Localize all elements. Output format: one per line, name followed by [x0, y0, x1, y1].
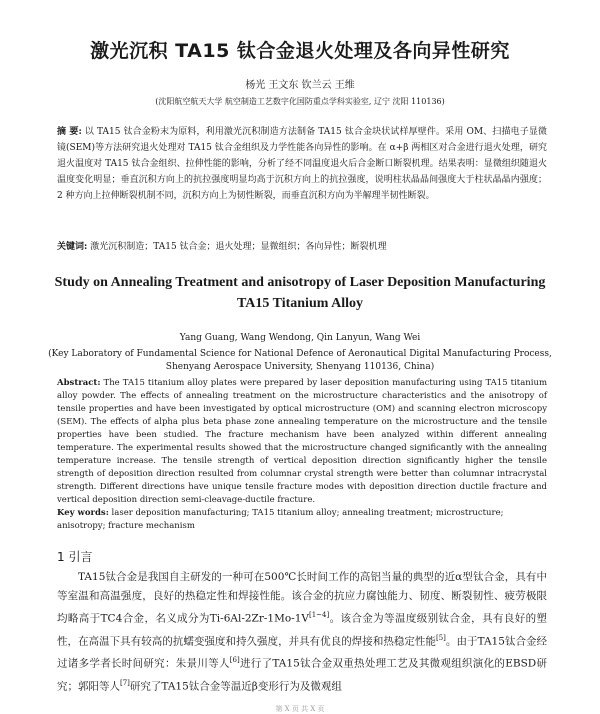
chinese-abstract — [57, 124, 547, 204]
english-abstract-text: The TA15 titanium alloy plates were prepared by laser deposition manufacturing using TA15 titanium alloy powder. The effects of annealing treatment on the microstructure characteristics and the anisotropy of tensile properties and have been investigated by optical microstructure (OM) and scanning electron microscopy (SEM). The effects of alpha plus beta phase zone annealing temperature on the microstructure and the tensile properties have been studied. The fracture mechanism have been analyzed within different annealing temperature. The experimental results showed that the microstructure changed significantly with the annealing temperature increase. The tensile strength of vertical deposition direction significantly higher the tensile strength of deposition direction resulted from columnar crystal strength were better than columnar intracrystal strength. Different directions have unique tensile fracture modes with deposition direction ductile fracture and vertical deposition direction semi-cleavage-ductile fracture. — [57, 378, 547, 505]
english-keywords — [57, 507, 547, 533]
intro-text-1: TA15钛合金是我国自主研发的一种可在500℃长时间工作的高铝当量的典型的近α型钛合金，具有中等室温和高温强度，良好的热稳定性和焊接性能。该合金的抗应力腐蚀能力、韧度、断裂韧性、疲劳极限均略高于TC4合金，名义成分为Ti-6Al-2Zr-1Mo-1V — [57, 571, 547, 625]
english-keywords-text: laser deposition manufacturing; TA15 titanium alloy; annealing treatment; microstructure; anisotropy; fracture mechanism — [57, 508, 504, 531]
citation-ref-4: [7] — [120, 678, 130, 687]
chinese-abstract-label: 摘 要: — [57, 127, 82, 137]
english-title: Study on Annealing Treatment and anisotropy of Laser Deposition Manufacturing TA15 Titanium Alloy — [54, 275, 546, 311]
citation-ref-2: [5] — [435, 633, 446, 642]
chinese-keywords-label: 关键词: — [57, 242, 88, 252]
english-abstract-label: Abstract: — [57, 378, 101, 388]
chinese-abstract-text: 以 TA15 钛合金粉末为原料，利用激光沉积制造方法制备 TA15 钛合金块状试样厚壁件。采用 OM、扫描电子显微镜(SEM)等方法研究退火处理对 TA15 钛合金组织及力学性能各向异性的影响。在 α+β 两相区对合金进行退火处理，研究退火温度对 TA15 钛合金组织、拉伸性能的影响，分析了经不同温度退火后合金断口断裂机理。结果表明：显微组织随退火温度变化明显；垂直沉积方向上的抗拉强度明显均高于沉积方向上的抗拉强度，说明柱状晶晶间强度大于柱状晶晶内强度；2 种方向上拉伸断裂机制不同，沉积方向上为韧性断裂，而垂直沉积方向为半解理半韧性断裂。 — [57, 127, 547, 201]
chinese-authors: 杨光 王文东 钦兰云 王维 — [245, 80, 355, 91]
section-heading-introduction: 1 引言 — [57, 550, 93, 564]
english-authors: Yang Guang, Wang Wendong, Qin Lanyun, Wang Wei — [179, 333, 421, 343]
intro-text-3: 。由于TA15钛合金经过诸多学者长时间研究：朱景川等人 — [57, 635, 547, 670]
chinese-affiliation: (沈阳航空航天大学 航空制造工艺数字化国防重点学科实验室, 辽宁 沈阳 110136) — [155, 97, 445, 106]
english-affiliation: (Key Laboratory of Fundamental Science for National Defence of Aeronautical Digital Manufacturing Process, Shenyang Aerospace University, Shenyang 110136, China) — [48, 349, 552, 372]
citation-ref-1: [1~4] — [308, 611, 330, 619]
intro-text-4: 进行了TA15钛合金双重热处理工艺及其微观组织演化的EBSD研究；郭阳等人 — [57, 657, 547, 692]
intro-text-5: 研究了TA15钛合金等温近β变形行为及微观组 — [129, 680, 342, 692]
english-abstract — [57, 377, 547, 507]
page-number: 第 X 页 共 X 页 — [275, 705, 325, 713]
chinese-keywords-text: 激光沉积制造；TA15 钛合金；退火处理；显微组织；各向异性；断裂机理 — [90, 242, 387, 252]
citation-ref-3: [6] — [229, 656, 240, 664]
english-keywords-label: Key words: — [57, 508, 109, 518]
chinese-keywords — [57, 239, 547, 252]
chinese-title: 激光沉积 TA15 钛合金退火处理及各向异性研究 — [90, 40, 510, 62]
introduction-paragraph — [57, 568, 547, 696]
intro-text-2: 。该合金为等温度级别钛合金，具有良好的塑性，在高温下具有较高的抗蠕变强度和持久强度，并具有优良的焊接和热稳定性能 — [57, 612, 548, 647]
